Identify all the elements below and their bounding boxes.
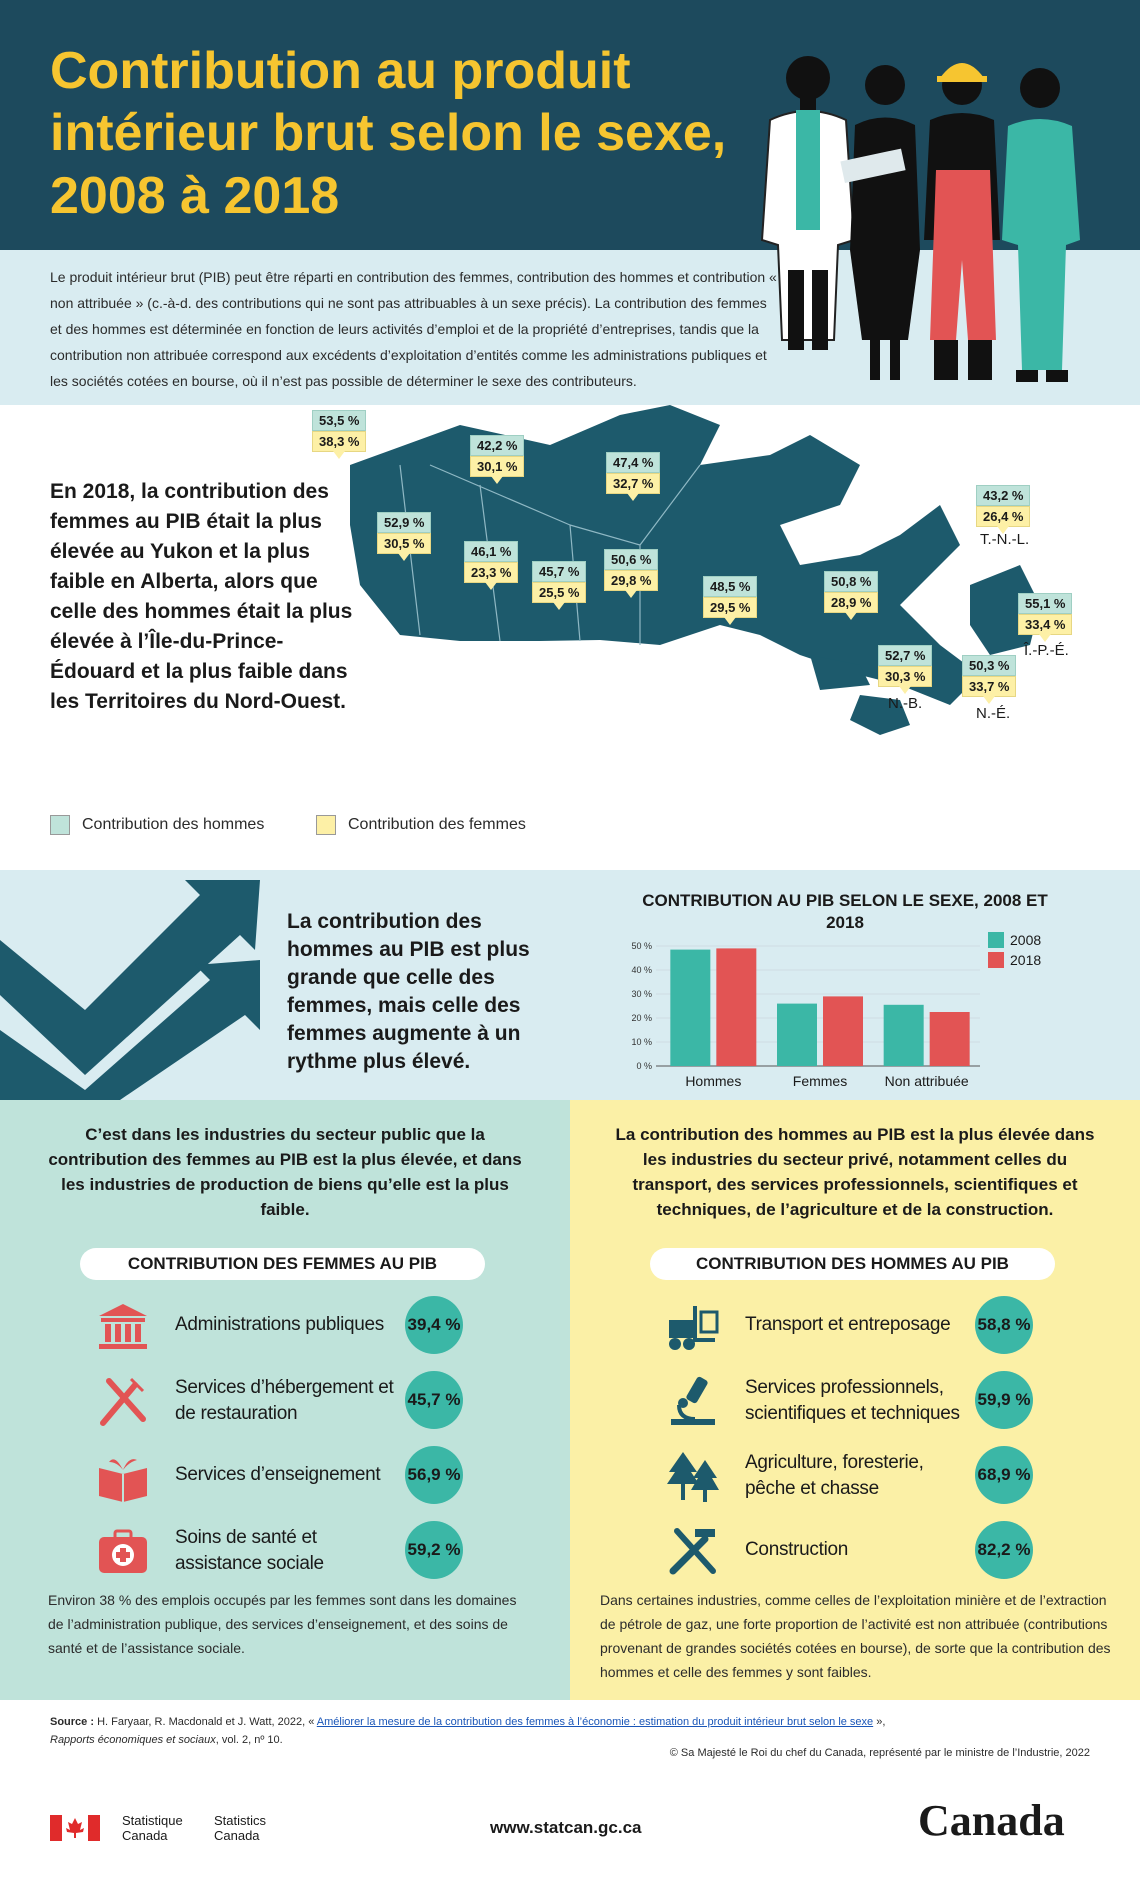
first-aid-kit-icon (95, 1523, 151, 1579)
women-row-label: Soins de santé et assistance sociale (175, 1527, 324, 1574)
legend-swatch (988, 952, 1004, 968)
bubble-nunavut: 47,4 % 32,7 % (606, 452, 660, 494)
source-label: Source : (50, 1716, 95, 1728)
doctor-figure (762, 56, 854, 350)
bubble-saskatchewan: 45,7 % 25,5 % (532, 561, 586, 603)
men-row-label: Transport et entreposage (745, 1314, 951, 1335)
women-row-value: 59,2 % (405, 1521, 463, 1579)
men-row (570, 1365, 1140, 1435)
construction-worker-figure (924, 63, 1000, 380)
microscope-icon (665, 1373, 721, 1429)
trend-arrows-icon (0, 880, 270, 1100)
source-citation (50, 1713, 1100, 1749)
canada-flag-icon (50, 1815, 100, 1841)
bubble-nwt: 42,2 % 30,1 % (470, 435, 524, 477)
legend-men (50, 815, 264, 835)
source-journal: Rapports économiques et sociaux (50, 1734, 216, 1746)
legend-women-label: Contribution des femmes (348, 816, 526, 833)
intro-text: Le produit intérieur brut (PIB) peut être réparti en contribution des femmes, contribution des hommes et contribution « non attribuée » (c.-à-d. des contributions qui ne sont pas attribuables à un sexe précis). La contribution des femmes et des hommes est déterminée en fonction de leurs activités d’emploi et de la propriété d’entreprises, tandis que la contribution non attribuée correspond aux excédents d’exploitation d’entités comme les administrations publiques et les sociétés cotées en bourse, où il n’est pas possible de déterminer le sexe des contributeurs. (50, 269, 777, 389)
women-row-label: Services d’enseignement (175, 1464, 381, 1485)
map-section (0, 405, 1140, 870)
bar-2018 (716, 948, 756, 1066)
government-building-icon (95, 1298, 151, 1354)
bar-2018 (823, 996, 863, 1066)
business-woman-figure (840, 65, 920, 380)
x-category-label: Hommes (685, 1073, 742, 1089)
canada-wordmark: Canada (918, 1796, 1065, 1845)
forklift-icon (665, 1298, 721, 1354)
women-row-value: 39,4 % (405, 1296, 463, 1354)
women-row-label: Services d’hébergement et de restauration (175, 1377, 394, 1424)
gdp-bar-chart (600, 930, 1080, 1100)
bubble-pei: 55,1 % 33,4 % (1018, 593, 1072, 635)
women-panel-heading: CONTRIBUTION DES FEMMES AU PIB (80, 1248, 485, 1280)
women-panel (0, 1100, 570, 1700)
women-row (0, 1365, 570, 1435)
men-row (570, 1440, 1140, 1510)
women-row (0, 1515, 570, 1585)
source-authors: H. Faryaar, R. Macdonald et J. Watt, 2022, « (97, 1716, 315, 1728)
source-link[interactable]: Améliorer la mesure de la contribution des femmes à l’économie : estimation du produit intérieur brut selon le sexe (316, 1716, 874, 1728)
bubble-alberta: 46,1 % 23,3 % (464, 541, 518, 583)
chart-section (0, 870, 1140, 1100)
x-category-label: Femmes (792, 1073, 848, 1089)
map-summary-text: En 2018, la contribution des femmes au PIB était la plus élevée au Yukon et la plus faible en Alberta, alors que celle des hommes était la plus élevée à l’Île-du-Prince-Édouard et la plus faible dans les Territoires du Nord-Ouest. (50, 480, 353, 713)
label-nl: T.-N.-L. (980, 531, 1030, 548)
trees-icon (665, 1448, 721, 1504)
women-panel-intro: C’est dans les industries du secteur public que la contribution des femmes au PIB est la plus élevée, et dans les industries de production de biens qu’elle est la plus faible. (48, 1125, 522, 1219)
men-row-value: 58,8 % (975, 1296, 1033, 1354)
y-tick-label: 30 % (631, 989, 652, 999)
women-row-value: 45,7 % (405, 1371, 463, 1429)
bubble-yukon: 53,5 % 38,3 % (312, 410, 366, 452)
y-tick-label: 50 % (631, 941, 652, 951)
legend-women (316, 815, 526, 835)
men-panel-intro: La contribution des hommes au PIB est la plus élevée dans les industries du secteur privé, notamment celles du transport, des services professionnels, scientifiques et techniques, de l’agriculture et de la construction. (615, 1125, 1095, 1219)
men-row-label: Construction (745, 1539, 849, 1560)
men-row-value: 82,2 % (975, 1521, 1033, 1579)
bubble-quebec: 50,8 % 28,9 % (824, 571, 878, 613)
bubble-bc: 52,9 % 30,5 % (377, 512, 431, 554)
statcan-en-name: Statistics Canada (214, 1813, 267, 1843)
legend-women-swatch (316, 815, 336, 835)
bubble-ns: 50,3 % 33,7 % (962, 655, 1016, 697)
men-row-label: Agriculture, foresterie, pêche et chasse (745, 1452, 924, 1499)
workers-illustration (750, 40, 1110, 390)
women-row (0, 1290, 570, 1360)
men-panel (570, 1100, 1140, 1700)
women-row (0, 1440, 570, 1510)
fork-knife-icon (95, 1373, 151, 1429)
bubble-manitoba: 50,6 % 29,8 % (604, 549, 658, 591)
men-panel-heading: CONTRIBUTION DES HOMMES AU PIB (650, 1248, 1055, 1280)
website-url[interactable]: www.statcan.gc.ca (490, 1818, 642, 1837)
chart-title: CONTRIBUTION AU PIB SELON LE SEXE, 2008 ET 2018 (642, 891, 1048, 932)
bar-2008 (670, 950, 710, 1066)
men-row-label: Services professionnels, scientifiques et techniques (745, 1377, 960, 1424)
page-title: Contribution au produit intérieur brut selon le sexe, 2008 à 2018 (50, 42, 727, 225)
y-tick-label: 40 % (631, 965, 652, 975)
bar-2018 (930, 1012, 970, 1066)
bar-2008 (777, 1004, 817, 1066)
y-tick-label: 10 % (631, 1037, 652, 1047)
source-volume: , vol. 2, nº 10. (215, 1734, 283, 1746)
women-row-value: 56,9 % (405, 1446, 463, 1504)
legend-swatch (988, 932, 1004, 948)
legend-men-label: Contribution des hommes (82, 816, 265, 833)
y-tick-label: 20 % (631, 1013, 652, 1023)
open-book-icon (95, 1448, 151, 1504)
x-category-label: Non attribuée (884, 1073, 969, 1089)
y-tick-label: 0 % (636, 1061, 652, 1071)
statcan-fr-name: Statistique Canada (122, 1813, 183, 1843)
legend-label: 2018 (1010, 952, 1042, 968)
men-row-value: 68,9 % (975, 1446, 1033, 1504)
women-panel-note: Environ 38 % des emplois occupés par les femmes sont dans les domaines de l’administration publique, des services d’enseignement, et des soins de santé et de l’assistance sociale. (48, 1592, 517, 1656)
bubble-ontario: 48,5 % 29,5 % (703, 576, 757, 618)
label-ns: N.-É. (976, 705, 1011, 722)
men-row (570, 1515, 1140, 1585)
nurse-figure (1002, 68, 1080, 382)
men-row-value: 59,9 % (975, 1371, 1033, 1429)
women-row-label: Administrations publiques (175, 1314, 385, 1335)
men-row (570, 1290, 1140, 1360)
canada-map (340, 405, 1140, 870)
legend-label: 2008 (1010, 932, 1042, 948)
tools-icon (665, 1523, 721, 1579)
label-nb: N.-B. (888, 695, 923, 712)
label-pei: Î.-P.-É. (1024, 642, 1069, 659)
bar-2008 (884, 1005, 924, 1066)
source-after: », (876, 1716, 886, 1728)
legend-men-swatch (50, 815, 70, 835)
bubble-nb: 52,7 % 30,3 % (878, 645, 932, 687)
copyright-notice: © Sa Majesté le Roi du chef du Canada, représenté par le ministre de l’Industrie, 2022 (669, 1747, 1090, 1759)
trend-text: La contribution des hommes au PIB est plus grande que celle des femmes, mais celle des femmes augmente à un rythme plus élevé. (287, 910, 530, 1073)
bubble-nl: 43,2 % 26,4 % (976, 485, 1030, 527)
men-panel-note: Dans certaines industries, comme celles de l’exploitation minière et de l’extraction de pétrole de gaz, une forte proportion de l’activité est non attribuée (contributions provenant de grandes sociétés cotées en bourse), de sorte que la contribution des hommes et celle des femmes y sont faibles. (600, 1592, 1111, 1680)
